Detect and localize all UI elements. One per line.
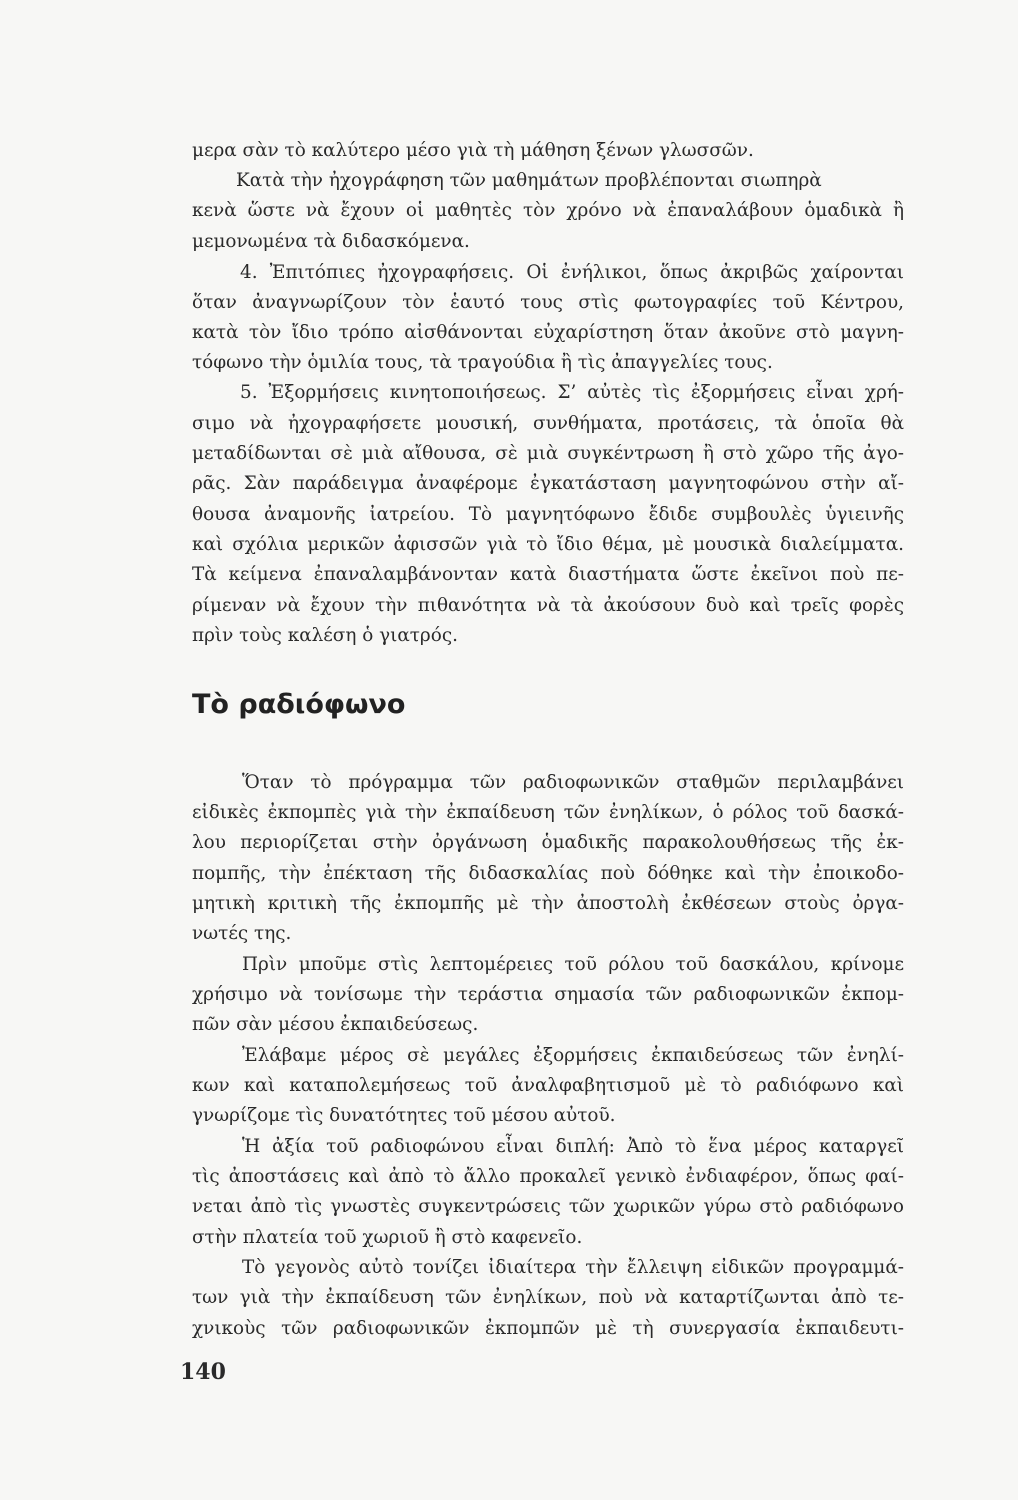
text-line-bottom-3: λου περιορίζεται στὴν ὀργάνωση ὁμαδικῆς παρακολουθήσεως τῆς ἐκ- [192,832,904,853]
text-line-top-14: καὶ σχόλια μερικῶν ἀφισσῶν γιὰ τὸ ἴδιο θέμα, μὲ μουσικὰ διαλείμματα. [192,534,904,555]
text-line-top-5: 4. Ἐπιτόπιες ἠχογραφήσεις. Οἱ ἐνήλικοι, ὅπως ἀκριβῶς χαίρονται [240,262,904,283]
text-line-bottom-13: Ἡ ἀξία τοῦ ραδιοφώνου εἶναι διπλή: Ἀπὸ τὸ ἕνα μέρος καταργεῖ [242,1136,904,1157]
text-line-bottom-4: πομπῆς, τὴν ἐπέκταση τῆς διδασκαλίας ποὺ δόθηκε καὶ τὴν ἐποικοδο- [192,863,904,884]
text-line-top-15: Τὰ κείμενα ἐπαναλαμβάνονταν κατὰ διαστήματα ὥστε ἐκεῖνοι ποὺ πε- [192,564,904,585]
text-line-bottom-2: εἰδικὲς ἐκπομπὲς γιὰ τὴν ἐκπαίδευση τῶν ἐνηλίκων, ὁ ρόλος τοῦ δασκά- [192,802,904,823]
text-line-top-6: ὅταν ἀναγνωρίζουν τὸν ἑαυτό τους στὶς φωτογραφίες τοῦ Κέντρου, [192,292,904,313]
text-line-top-3: κενὰ ὥστε νὰ ἔχουν οἱ μαθητὲς τὸν χρόνο νὰ ἐπαναλάβουν ὁμαδικὰ ἢ [192,200,904,221]
text-line-bottom-5: μητικὴ κριτικὴ τῆς ἐκπομπῆς μὲ τὴν ἀποστολὴ ἐκθέσεων στοὺς ὀργα- [192,893,904,914]
page-number: 140 [180,1359,226,1385]
text-line-bottom-18: των γιὰ τὴν ἐκπαίδευση τῶν ἐνηλίκων, ποὺ νὰ καταρτίζωνται ἀπὸ τε- [192,1287,904,1308]
text-line-top-8: τόφωνο τὴν ὁμιλία τους, τὰ τραγούδια ἢ τὶς ἀπαγγελίες τους. [192,352,773,373]
text-line-bottom-9: πῶν σὰν μέσου ἐκπαιδεύσεως. [192,1014,479,1035]
text-line-top-7: κατὰ τὸν ἴδιο τρόπο αἰσθάνονται εὐχαρίστηση ὅταν ἀκοῦνε στὸ μαγνη- [192,322,904,343]
text-line-bottom-6: νωτές της. [192,923,292,944]
text-line-bottom-19: χνικοὺς τῶν ραδιοφωνικῶν ἐκπομπῶν μὲ τὴ συνεργασία ἐκπαιδευτι- [192,1318,904,1339]
text-line-bottom-10: Ἐλάβαμε μέρος σὲ μεγάλες ἐξορμήσεις ἐκπαιδεύσεως τῶν ἐνηλί- [242,1045,904,1066]
text-line-bottom-7: Πρὶν μποῦμε στὶς λεπτομέρειες τοῦ ρόλου τοῦ δασκάλου, κρίνομε [242,954,904,975]
text-line-top-10: σιμο νὰ ἠχογραφήσετε μουσική, συνθήματα, προτάσεις, τὰ ὁποῖα θὰ [192,413,904,434]
text-line-bottom-15: νεται ἀπὸ τὶς γνωστὲς συγκεντρώσεις τῶν χωρικῶν γύρω στὸ ραδιόφωνο [192,1196,904,1217]
text-line-bottom-12: γνωρίζομε τὶς δυνατότητες τοῦ μέσου αὐτοῦ. [192,1105,616,1126]
text-line-bottom-8: χρήσιμο νὰ τονίσωμε τὴν τεράστια σημασία τῶν ραδιοφωνικῶν ἐκπομ- [192,984,904,1005]
text-line-top-16: ρίμεναν νὰ ἔχουν τὴν πιθανότητα νὰ τὰ ἀκούσουν δυὸ καὶ τρεῖς φορὲς [192,595,904,616]
text-line-bottom-1: Ὅταν τὸ πρόγραμμα τῶν ραδιοφωνικῶν σταθμῶν περιλαμβάνει [242,772,904,793]
text-line-top-11: μεταδίδωνται σὲ μιὰ αἴθουσα, σὲ μιὰ συγκέντρωση ἢ στὸ χῶρο τῆς ἀγο- [192,443,904,464]
text-line-top-9: 5. Ἐξορμήσεις κινητοποιήσεως. Σ’ αὐτὲς τὶς ἐξορμήσεις εἶναι χρή- [240,382,904,403]
section-heading: Τὸ ραδιόφωνο [192,689,406,720]
text-line-bottom-11: κων καὶ καταπολεμήσεως τοῦ ἀναλφαβητισμοῦ μὲ τὸ ραδιόφωνο καὶ [192,1075,904,1096]
text-line-top-1: μερα σὰν τὸ καλύτερο μέσο γιὰ τὴ μάθηση ξένων γλωσσῶν. [192,140,754,161]
text-line-top-2: Κατὰ τὴν ἠχογράφηση τῶν μαθημάτων προβλέπονται σιωπηρὰ [236,170,822,191]
text-line-top-17: πρὶν τοὺς καλέση ὁ γιατρός. [192,625,458,646]
text-line-top-4: μεμονωμένα τὰ διδασκόμενα. [192,231,470,252]
text-line-bottom-17: Τὸ γεγονὸς αὐτὸ τονίζει ἰδιαίτερα τὴν ἔλλειψη εἰδικῶν προγραμμά- [242,1257,904,1278]
text-line-bottom-16: στὴν πλατεία τοῦ χωριοῦ ἢ στὸ καφενεῖο. [192,1227,583,1248]
text-line-top-13: θουσα ἀναμονῆς ἰατρείου. Τὸ μαγνητόφωνο ἔδιδε συμβουλὲς ὑγιεινῆς [192,504,904,525]
text-line-top-12: ρᾶς. Σὰν παράδειγμα ἀναφέρομε ἐγκατάσταση μαγνητοφώνου στὴν αἴ- [192,473,904,494]
text-line-bottom-14: τὶς ἀποστάσεις καὶ ἀπὸ τὸ ἄλλο προκαλεῖ γενικὸ ἐνδιαφέρον, ὅπως φαί- [192,1166,904,1187]
